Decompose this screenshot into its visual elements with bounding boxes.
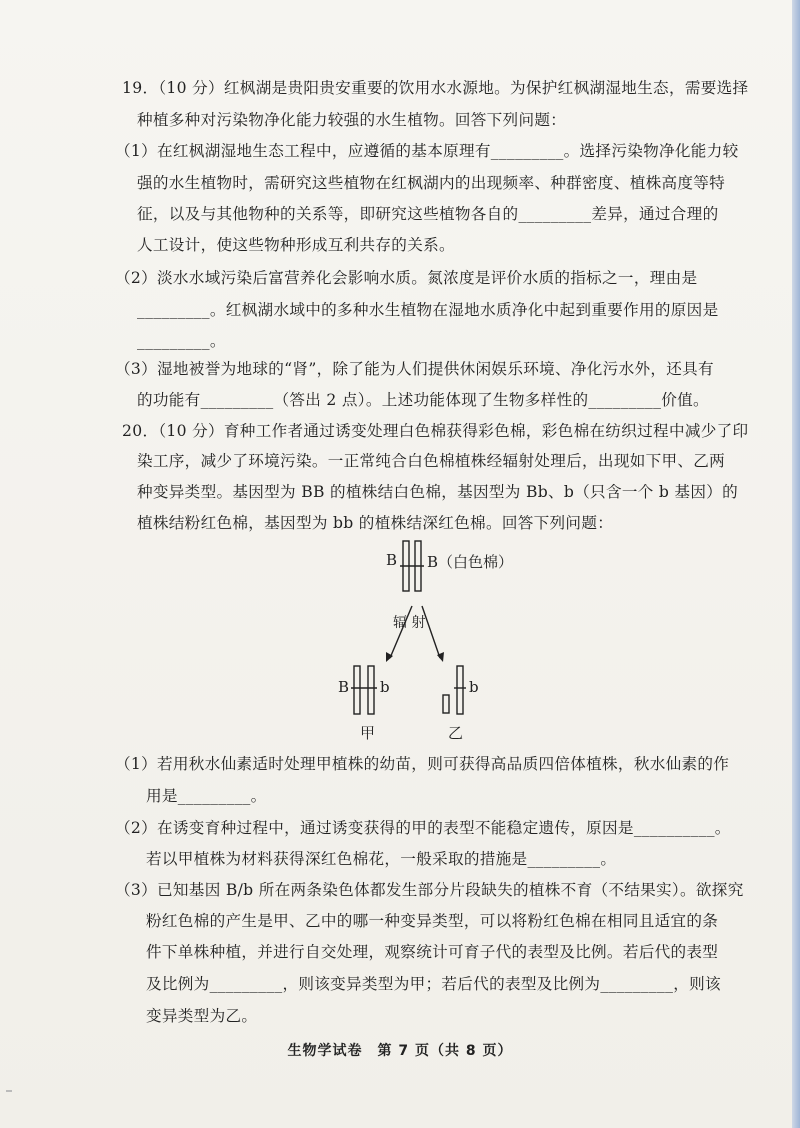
q20-line: 染工序，减少了环境污染。一正常纯合白色棉植株经辐射处理后，出现如下甲、乙两 bbox=[137, 452, 726, 470]
q20-line: 若以甲植株为材料获得深红色棉花，一般采取的措施是_________。 bbox=[146, 850, 617, 868]
q20-line: 件下单株种植，并进行自交处理，观察统计可育子代的表型及比例。若后代的表型 bbox=[146, 943, 719, 961]
label-yi-b: b bbox=[469, 678, 479, 696]
q19-line: 强的水生植物时，需研究这些植物在红枫湖内的出现频率、种群密度、植株高度等特 bbox=[137, 174, 726, 192]
chromosome-yi-long bbox=[457, 666, 463, 714]
label-top-b: B bbox=[386, 551, 398, 569]
q20-line: 植株结粉红色棉，基因型为 bb 的植株结深红色棉。回答下列问题： bbox=[137, 514, 614, 532]
label-jia-b-lower: b bbox=[380, 678, 390, 696]
q20-line: （2）在诱变育种过程中，通过诱变获得的甲的表型不能稳定遗传，原因是__________。 bbox=[115, 819, 731, 837]
chromosome-jia-right bbox=[368, 666, 374, 714]
q20-line: 20．（10 分）育种工作者通过诱变处理白色棉获得彩色棉，彩色棉在纺织过程中减少了印 bbox=[122, 422, 749, 440]
q19-line: 征，以及与其他物种的关系等，即研究这些植物各自的_________差异，通过合理的 bbox=[137, 205, 719, 223]
caption-yi: 乙 bbox=[448, 724, 464, 742]
q20-line: （1）若用秋水仙素适时处理甲植株的幼苗，则可获得高品质四倍体植株，秋水仙素的作 bbox=[115, 755, 730, 773]
scan-mark bbox=[6, 1090, 12, 1092]
q19-line: （1）在红枫湖湿地生态工程中，应遵循的基本原理有_________。选择污染物净化能力较 bbox=[115, 142, 739, 160]
q20-line: 用是_________。 bbox=[146, 787, 267, 805]
label-top-b-white: B（白色棉） bbox=[427, 553, 514, 571]
chromosome-jia-left bbox=[354, 666, 360, 714]
q20-line: 及比例为_________，则该变异类型为甲；若后代的表型及比例为_________，则该 bbox=[146, 975, 721, 993]
q19-line: （3）湿地被誉为地球的“肾”，除了能为人们提供休闲娱乐环境、净化污水外，还具有 bbox=[115, 360, 714, 378]
q20-line: 种变异类型。基因型为 BB 的植株结白色棉，基因型为 Bb、b（只含一个 b 基因）的 bbox=[137, 483, 739, 501]
chromosome-yi-short bbox=[443, 695, 449, 713]
q20-line: （3）已知基因 B/b 所在两条染色体都发生部分片段缺失的植株不育（不结果实）。欲探究 bbox=[115, 881, 744, 899]
q19-line: 的功能有_________（答出 2 点）。上述功能体现了生物多样性的_________价值。 bbox=[137, 391, 709, 409]
q19-line: 种植多种对污染物净化能力较强的水生植物。回答下列问题： bbox=[137, 111, 567, 129]
caption-jia: 甲 bbox=[360, 724, 376, 742]
q20-line: 变异类型为乙。 bbox=[146, 1007, 258, 1025]
page-footer: 生物学试卷 第 7 页（共 8 页） bbox=[287, 1043, 513, 1059]
q19-line: _________。 bbox=[137, 332, 226, 350]
q19-line: 19．（10 分）红枫湖是贵阳贵安重要的饮用水水源地。为保护红枫湖湿地生态，需要选择 bbox=[122, 79, 749, 97]
q20-line: 粉红色棉的产生是甲、乙中的哪一种变异类型，可以将粉红色棉在相同且适宜的条 bbox=[146, 912, 719, 930]
label-jia-b-upper: B bbox=[338, 678, 350, 696]
label-radiation: 辐 射 bbox=[393, 615, 426, 631]
q19-line: （2）淡水水域污染后富营养化会影响水质。氮浓度是评价水质的指标之一，理由是 bbox=[115, 269, 698, 287]
q19-line: 人工设计，使这些物种形成互利共存的关系。 bbox=[137, 236, 455, 254]
q19-line: _________。红枫湖水域中的多种水生植物在湿地水质净化中起到重要作用的原因是 bbox=[137, 301, 719, 319]
